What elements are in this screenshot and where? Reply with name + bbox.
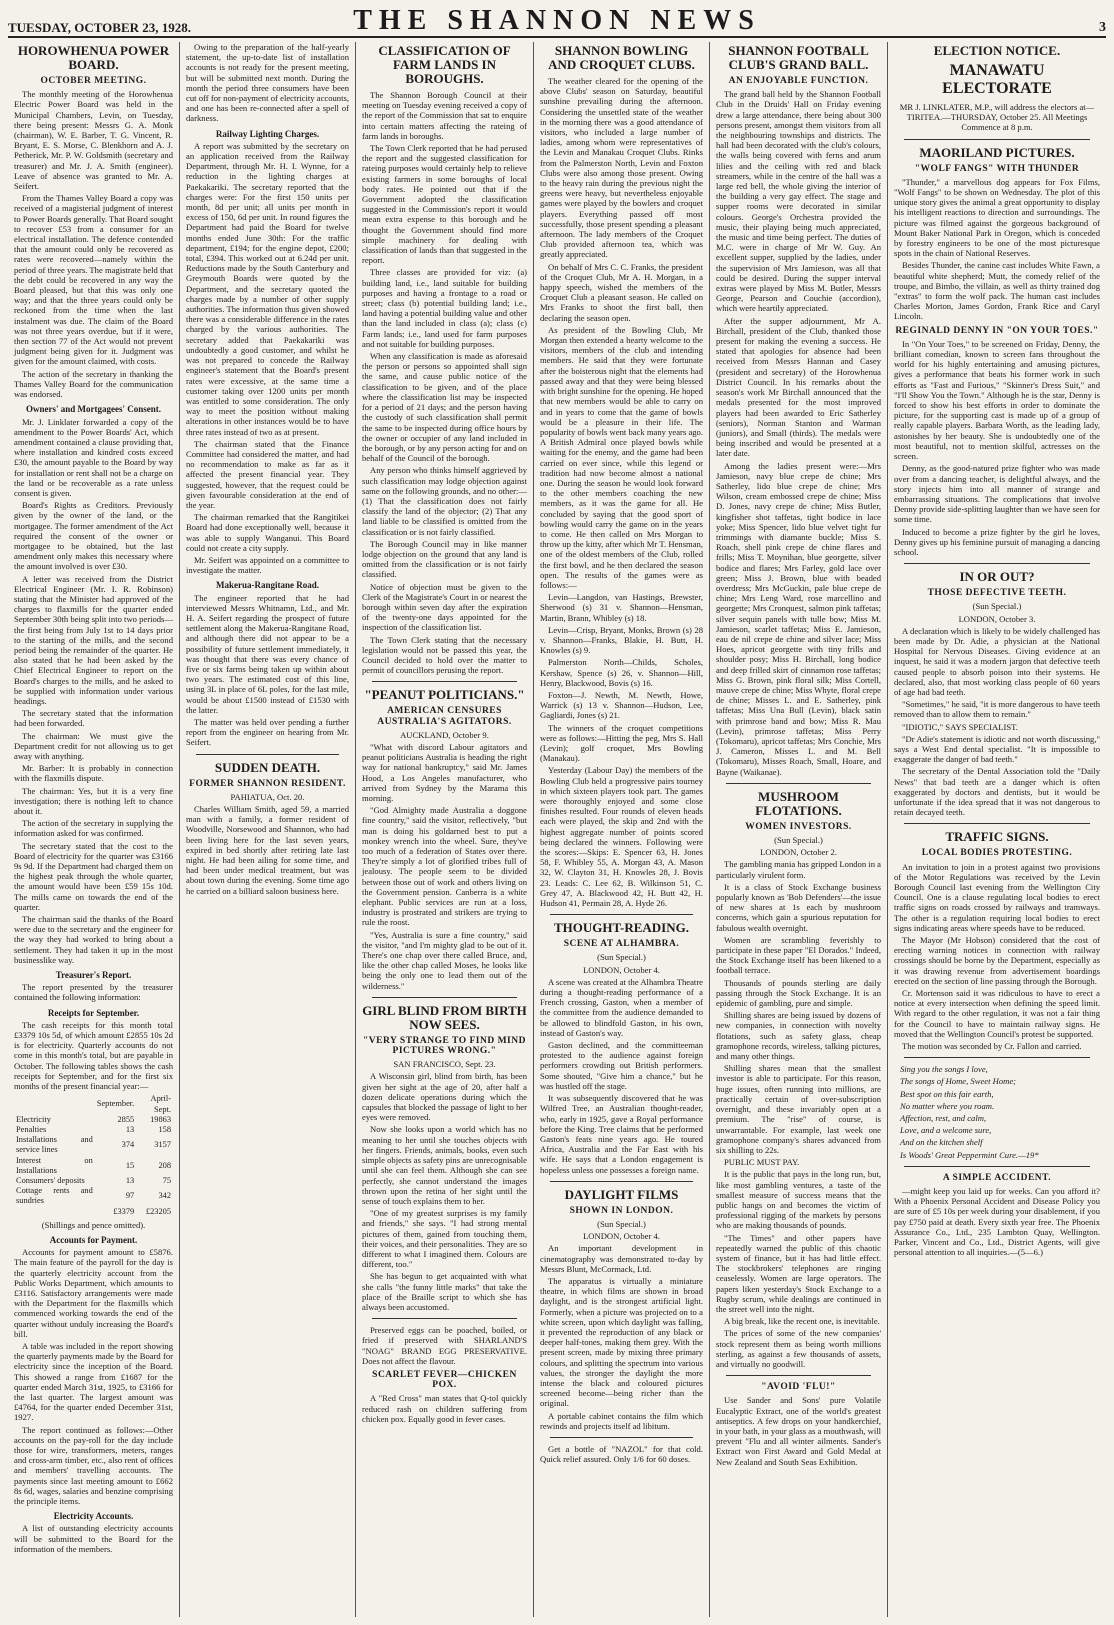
paragraph: "Sometimes," he said, "it is more dangerous to have teeth removed than to allow them to remain." xyxy=(894,699,1100,720)
section-heading: Railway Lighting Charges. xyxy=(215,128,320,139)
table-row xyxy=(14,1207,173,1217)
paragraph: A scene was created at the Alhambra Theatre during a thought-reading performance of a French crossing, Gaston, when a member of the committee from the audience demanded to be allowed to blindfold Gaston, in his own, instead of Gaston's way. xyxy=(540,976,703,1038)
paragraph-group xyxy=(14,1020,173,1091)
article-subheading: REGINALD DENNY IN "ON YOUR TOES." xyxy=(895,325,1099,336)
table-cell: Interest on Installations xyxy=(16,1155,93,1175)
paragraph: The chairman: Yes, but it is a very fine investigation; there is nothing left to chance about it. xyxy=(14,785,173,817)
paragraph: —might keep you laid up for weeks. Can you afford it? With a Phoenix Personal Accident and Disease Policy you are sure of £5 10s per week during your disablement, if you pay £750 paid at death. Every sixth year free. The Phoenix Assurance Co., Ltd., 235 Lambton Quay, Wellington. Parker, Vincent and Co., Ltd., District Agents, will give personal attention to all inquiries.—(5—6.) xyxy=(894,1186,1100,1258)
article-headline: SUDDEN DEATH. xyxy=(214,759,321,775)
paragraph: The Town Clerk stating that the necessary legislation would not be passed this year, the Council decided to hold over the matter to permit of councillors perusing the report. xyxy=(362,634,527,676)
divider xyxy=(550,1437,693,1438)
paragraph-group xyxy=(540,1243,703,1431)
paragraph-group xyxy=(894,1064,1100,1160)
election-notice: MR J. LINKLATER, M.P., will address the electors at— TIRITEA.—THURSDAY, October 25. All Meetings Commence at 8 p.m. xyxy=(899,102,1095,133)
paragraph: As president of the Bowling Club, Mr Morgan then extended a hearty welcome to the visitors, members of the club and intending members. He said that they were fortunate after the boisterous night that the elements had passed away and that they were being blessed with bright sunshine for the opening. He hoped that new members would be able to carry on and in years to come that the game of bowls would be a pleasure in their life. The popularity of bowls went back many years ago. A British Admiral once played bowls while waiting for the enemy, and the game had been carried on ever since, while this legend or tradition had now become almost a national one. During the season he would look forward to the other members coaching the new members, as it was the game for all. He concluded by saying that the good sport of bowling would carry the game on in the years to come. He then called on Mrs Morgan to throw up the kitty, after which Mr T. Hensman, one of the oldest members of the Club, rolled the first bowl, and he then declared the season open. The results of the games were as follows:— xyxy=(540,324,703,590)
divider xyxy=(550,1181,693,1182)
advertisement: Get a bottle of "NAZOL" for that cold. Quick relief assured. Only 1/6 for 60 doses. xyxy=(540,1443,703,1465)
divider xyxy=(904,823,1090,824)
table-row xyxy=(14,1186,173,1206)
column-5 xyxy=(710,42,888,1617)
article-headline: MAORILAND PICTURES. xyxy=(919,144,1075,160)
paragraph: Mr. Barber: It is probably in connection with the flaxmills dispute. xyxy=(14,763,173,784)
paragraph: It is the public that pays in the long run, but, like most gambling ventures, a taste of the smallest measure of success means that the public hangs on and becomes the victim of professional rigging of the markets by persons who are making thousands of pounds. xyxy=(716,1169,881,1231)
columns xyxy=(8,42,1106,1617)
paragraph: PUBLIC MUST PAY. xyxy=(724,1157,800,1168)
paragraph: Induced to become a prize fighter by the girl he loves, Denny gives up his feminine pursuit of managing a dancing school. xyxy=(894,526,1100,557)
newspaper-title: THE SHANNON NEWS xyxy=(353,5,761,36)
column-2 xyxy=(180,42,356,1617)
section-heading: Treasurer's Report. xyxy=(55,970,132,981)
dateline: AUCKLAND, October 9. xyxy=(400,729,489,740)
paragraph: Besides Thunder, the canine cast includes White Fawn, a beautiful white shepherd; Mutt, the comedy relief of the troupe, and Bimbo, the villain, as well as thirty trained dog "extras" to form the wolf pack. The human cast includes Charles Morton, James Gordon, Frank Rice and Caryl Lincoln. xyxy=(894,260,1100,322)
paragraph: Shilling shares are being issued by dozens of new companies, in connection with novelty flotations, such as safety glass, cheap gramophone records, wireless, talking pictures, and many other things. xyxy=(716,1010,881,1062)
paragraph: Thousands of pounds sterling are daily passing through the Stock Exchange. It is an epidemic of gambling, pure and simple. xyxy=(716,977,881,1009)
paragraph-group xyxy=(540,76,703,908)
paragraph: "Yes, Australia is sure a fine country," said the visitor, "and I'm mighty glad to be out of it. There's one chap over there called Bruce, and, like the other chap called Moses, he looks like being the only one to lead them out of the wilderness." xyxy=(362,929,527,991)
table-row xyxy=(14,1176,173,1186)
masthead xyxy=(8,6,1106,38)
divider xyxy=(726,1375,871,1376)
table-cell: 15 xyxy=(125,1160,135,1170)
paragraph-group xyxy=(894,1186,1100,1257)
article-headline: MUSHROOM FLOTATIONS. xyxy=(755,788,842,818)
table-cell: 13 xyxy=(125,1124,135,1134)
paragraph: Charles William Smith, aged 59, a married man with a family, a former resident of Woodville, Norsewood and Shannon, who had been living here for the last seven years, expired in bed shortly after retiring late last night. He had been ailing for some time, and had been under medical treatment, but was about town during the evening. Some time ago he carried on a billiard saloon business here. xyxy=(186,804,349,896)
advertisement-heading: SCARLET FEVER—CHICKEN POX. xyxy=(372,1369,517,1391)
paragraph-group xyxy=(14,1247,173,1506)
paragraph: Mr. J. Linklater forwarded a copy of the amendment to the Power Boards' Act, which amendment contained a clause providing that, where installation and kindred costs exceed £30, the amount payable to the Board by way for installation or rent shall not be a charge on the land or be recoverable as a rate unless consent is given. xyxy=(14,416,173,498)
table-row xyxy=(14,1125,173,1135)
paragraph-group xyxy=(894,626,1100,818)
table-cell: September. xyxy=(96,1099,135,1109)
table-row xyxy=(14,1094,173,1114)
article-headline: "PEANUT POLITICIANS." xyxy=(364,687,525,703)
table-cell: 97 xyxy=(125,1191,135,1201)
page-number: 3 xyxy=(1099,20,1106,35)
table-cell: April-Sept. xyxy=(150,1094,171,1114)
paragraph: The secretary of the Dental Association told the "Daily News" that bad teeth are a danger which is often exaggerated by doctors and dentists, but it would be unfortunate if the idea spread that it was not dangerous to retain decayed teeth. xyxy=(894,766,1100,818)
table-cell: 208 xyxy=(158,1160,171,1170)
divider xyxy=(726,783,871,784)
paragraph: The grand ball held by the Shannon Football Club in the Druids' Hall on Friday evening drew a large attendance, there being about 300 persons present, amongst them visitors from all the neighbouring townships and districts. The hall had been decorated with the club's colours, the walls being covered with ferns and arum lilies and the ceiling with red and black streamers, while in the centre of the hall was a large red bell, the whole giving the interior of the building a very gay effect. The stage and supper rooms were decorated in similar colours. George's Orchestra provided the music, their playing being much appreciated, the music and time being perfect. The duties of M.C. were in charge of Mr W. Guy. An excellent supper, supplied by the ladies, under the supervision of Mrs Jamieson, was all that could be desired. During the supper interval extras were played by Miss M. Butler, Messrs George, Pearson and Couchie (accordion), which were heartily appreciated. xyxy=(716,89,881,314)
article-headline: HOROWHENUA POWER BOARD. xyxy=(17,43,170,72)
table-cell xyxy=(14,1207,95,1217)
section-heading: Accounts for Payment. xyxy=(49,1234,138,1245)
article-subheading: SHOWN IN LONDON. xyxy=(569,1205,674,1216)
table-cell xyxy=(14,1094,95,1114)
paragraph: An invitation to join in a protest against two provisions of the Motor Regulations was received by the Levin Borough Council last evening from the Wellington City Council. One is a clause regulating local bodies to erect traffic signs on roads crossed by railways and tramways. The other is a regulation requiring local bodies to erect signs indicating areas where speeds have to be reduced. xyxy=(894,861,1100,933)
paragraph: A report was submitted by the secretary on an application received from the Railway Department, through Mr. H. I. Wynne, for a reduction in the lighting charges at Paekakariki. The secretary reported that the charges were: For the first 150 units per month, 8d per unit; all units per month in excess of 150, 6d per unit. In round figures the Department had paid the Board for twelve months ended June 30th: For the traffic department, £194; for the engine depot, £200; total, £394. This worked out at 6.24d per unit. Reductions made by the South Canterbury and Greymouth Boards were quoted by the Department, and the secretary quoted the charges made by a number of other supply authorities. The information thus given showed there was a considerable difference in the rates charged by the various authorities. The secretary added that Paekakariki was undoubtedly a good customer, and whilst he was not prepared to concede the Railway engineer's statement that the Board's present rates were excessive, at the same time a customer taking over 1200 units per month was entitled to some consideration. The only way to meet the position without making alterations in other instances would be to have three rates instead of two as at present. xyxy=(186,140,349,437)
receipts-table xyxy=(14,1094,173,1216)
divider xyxy=(372,681,517,682)
dateline: LONDON, October 2. xyxy=(760,847,837,858)
paragraph: It was subsequently discovered that he was Wilfred Tree, an Australian thought-reader, who, early in 1925, gave a Royal performance before the King. Tree claims that he performed Gaston's feats nine years ago. He toured Africa, Australia and the Far East with his wife. He says that a London engagement is hopeless unless one possesses a foreign name. xyxy=(540,1093,703,1175)
divider xyxy=(904,1057,1090,1058)
poem-line: The songs of Home, Sweet Home; xyxy=(900,1076,1016,1087)
paragraph: The Borough Council may in like manner lodge objection on the ground that any land is omitted from the classification or is not fairly classified. xyxy=(362,538,527,580)
article-subheading: FORMER SHANNON RESIDENT. xyxy=(189,778,346,789)
table-note: (Shillings and pence omitted). xyxy=(41,1219,146,1230)
table-row xyxy=(14,1156,173,1176)
divider xyxy=(196,754,339,755)
paragraph: Palmerston North—Childs, Scholes, Kershaw, Spence (s) 26, v. Shannon—Hill, Henry, Blackwood, Bovis (s) 16. xyxy=(540,657,703,688)
paragraph: Among the ladies present were:—Mrs Jamieson, navy blue crepe de chine; Mrs Satherley, lido blue crepe de chine; Mrs Wilson, cream embossed crepe de chine; Miss D. Jones, navy crepe de chine; Miss Butler, kingfisher shot taffetas, tight bodice in lace yoke; Miss Spencer, lido blue velvet tight fur trimmings with diamante buckle; Miss S. Roach, shell pink crepe de chine flares and frills; Miss T. Moynihan, blue georgette, silver bodice and flares; Mrs Farley, gold lace over green; Miss J. Brown, blue with beaded overdress; Mrs McGuckin, pale blue crepe de chine; Mrs Leng Ward, rose marcellino and georgette; Mrs Cronquest, salmon pink taffetas; silver sequin panels with tulle bow; Miss M. Jamieson, scarlet taffetas; Miss E. Jamieson, eau de nil crepe de chine and silver lace; Miss Hoes, apricot georgette with tiny frills and shoulder posy; Miss H. Birchall, long bodice and deep frilled skirt of cinnamon rose taffetas; Miss G. Brown, pink floral silk; Miss Cortell, mauve crepe de chine; Miss Whyte, floral crepe de chine; Misses L. and E. Satherley, pink taffetas; Miss Una Bull (Levin), black satin with primrose band and bow; Miss R. Mau (Levin), primrose taffetas; Miss Perry (Tokomaru), apricot taffetas; Mrs Conchie, Mrs J. Cameron, Misses L. and M. Bell (Tokomaru), Misses Roach, Small, Hoare, and Bayne (Waikanae). xyxy=(716,460,881,777)
paragraph: Any person who thinks himself aggrieved by such classification may lodge objection against same on the following grounds, and no other:—(1) That the classification does not fairly classify the land of the objector; (2) That any land liable to be classified is omitted from the classification or is not fairly classified. xyxy=(362,465,527,537)
paragraph: A declaration which is likely to be widely challenged has been made by Dr. Adie, a physician at the National Hospital for Nervous Diseases. Giving evidence at an inquest, he said it was a modern jargon that defective teeth caused people to absorb poison into their systems. He declared, also, that most working class people of 60 years of age had bad teeth. xyxy=(894,625,1100,697)
table-cell: 2855 xyxy=(117,1114,135,1124)
paragraph: After the supper adjournment, Mr A. Birchall, president of the Club, thanked those present for making the evening a success. He stated that apologies for absence had been received from Messrs Hannan and Casey (president and secretary) of the Horowhenua District Council. In his remarks about the season's work Mr Birchall announced that the medals presented for the most improved players had been awarded to Eric Satherley (seniors), Norman Stanton and Warman (juniors), and Small (thirds). The medals were being inscribed and would be presented at a later date. xyxy=(716,315,881,459)
paragraph: From the Thames Valley Board a copy was received of a magisterial judgment of interest to Power Boards generally. That Board sought to recover £53 from a consumer for an electrical installation. The defence contended that the amount could only be recovered as rates were recovered—namely within the period of three years. The magistrate held that the debt could be recovered in any way the Board pleased, but that this was only one way; and that the three years could only be reckoned from the time when the last instalment was due. The claim of the Board was not three years overdue, but if it were, then section 77 of the Act would not prevent judgment being given for it. Judgment was given for the amount claimed, with costs. xyxy=(14,193,173,367)
paragraph: She has begun to get acquainted with what she calls "the funny little marks" that take the place of the Braille script to which she has always been accustomed. xyxy=(362,1271,527,1312)
paragraph: The weather cleared for the opening of the above Clubs' season on Saturday, beautiful sunshine prevailing during the afternoon. Considering the unsettled state of the weather in the morning there was a good attendance of visitors, who included a large number of ladies, among whom were representatives of the Levin and Manakau Croquet Clubs. Rinks from the Palmerston North, Levin and Foxton Clubs were also among those present. Owing to the heavy rain during the previous night the greens were heavy, but nevertheless enjoyable games were played by the bowlers and croquet players. Everything passed off most successfully, those present spending a pleasant afternoon. The lady members of the Croquet Club provided afternoon tea, which was greatly appreciated. xyxy=(540,76,703,260)
poem-line: Best spot on this fair earth, xyxy=(900,1088,994,1099)
article-headline: SHANNON FOOTBALL CLUB'S GRAND BALL. xyxy=(728,43,869,72)
article-headline: DAYLIGHT FILMS xyxy=(564,1186,679,1202)
advertisement: Preserved eggs can be poached, boiled, or fried if preserved with SHARLAND'S "NOAG" BRAND EGG PRESERVATIVE. Does not affect the flavour. xyxy=(362,1325,527,1366)
byline: (Sun Special.) xyxy=(774,835,823,846)
paragraph: Levin—Langdon, van Hastings, Brewster, Sherwood (s) 31 v. Shannon—Hensman, Martin, Brann, Whibley (s) 18. xyxy=(540,592,703,623)
paragraph: "IDIOTIC," SAYS SPECIALIST. xyxy=(902,721,1018,732)
paragraph: A table was included in the report showing the quarterly payments made by the Board for electricity since the inception of the Board. This showed a range from £1687 for the quarter ended March 31st, 1925, to £3166 for the last quarter. The largest amount was £4764, for the quarter ended December 31st, 1927. xyxy=(14,1340,173,1423)
column-3 xyxy=(356,42,534,1617)
advertisement: A "Red Cross" man states that Q-tol quickly reduced rash on children suffering from chicken pox. Equally good in fever cases. xyxy=(362,1393,527,1424)
paragraph: The chairman: We must give the Department credit for not allowing us to get away with anything. xyxy=(14,730,173,761)
table-cell: Penalties xyxy=(16,1124,47,1134)
paragraph: Foxton—J. Newth, M. Newth, Howe, Warrick (s) 13 v. Shannon—Hudson, Lee, Gagliardi, Jones (s) 21. xyxy=(540,689,703,721)
paragraph: The Town Clerk reported that he had perused the report and the suggested classification for rateing purposes would certainly help to relieve existing farmers in some boroughs of local body rates. He pointed out that if the Government adopted the classification suggested in the Commission's report it would mean extra expense to this borough and he thought the Government should find more simple machinery for dealing with classification of lands than that suggested in the report. xyxy=(362,143,527,266)
paragraph: The gambling mania has gripped London in a particularly virulent form. xyxy=(716,859,881,880)
paragraph: Board's Rights as Creditors. Previously given by the owner of the land, or the mortgagee. The former amendment of the Act required the consent of the owner or mortgagee to be obtained, but the last amendment only makes this necessary where the amount involved is over £30. xyxy=(14,500,173,572)
column-4 xyxy=(534,42,710,1617)
paragraph-group xyxy=(894,177,1100,322)
paragraph: A portable cabinet contains the film which rewinds and projects itself ad libitum. xyxy=(540,1410,703,1431)
article-headline: GIRL BLIND FROM BIRTH NOW SEES. xyxy=(362,1002,527,1032)
table-row xyxy=(14,1115,173,1125)
paragraph: The chairman stated that the Finance Committee had considered the matter, and had no recommendation to make as far as it affected the present financial year. They suggested, however, that the request could be given favourable consideration at the end of the year. xyxy=(186,438,349,510)
paragraph: Notice of objection must be given to the Clerk of the Magistrate's Court in or nearest the borough within seven day after the expiration of the twenty-one days appointed for the inspection of the classification list. xyxy=(362,581,527,633)
paragraph: The winners of the croquet competitions were as follows:—Hitting the peg, Mrs S. Hall (Levin); golf croquet, Mrs Bowling (Manakau). xyxy=(540,722,703,764)
column-6 xyxy=(888,42,1106,1617)
paragraph: "The Times" and other papers have repeatedly warned the public of this chaotic system of finance, but it has had little effect. The stockbrokers' telephones are ringing ceaselessly. Women are large operators. The papers liken yesterday's Stock Exchange to a Rugby scrum, while dealings are continued in the street well into the night. xyxy=(716,1232,881,1314)
paragraph: When any classification is made as aforesaid the person or persons so appointed shall sign the same, and cause public notice of the classification to be given, and of the place where the classification list may be inspected for a period of 21 days; and the person having the custody of such classification shall permit the same to be inspected during office hours by the owner or occupier of any land included in the borough, or by any person acting for and on behalf of the Council of the borough. xyxy=(362,351,527,464)
table-cell: Installations and service lines xyxy=(16,1135,93,1155)
paragraph: The chairman said the thanks of the Board were due to the secretary and the engineer for the way they had worked to bring about a settlement. They had taken it up in the most businesslike way. xyxy=(14,914,173,965)
paragraph-group xyxy=(14,89,173,399)
paragraph: An important development in cinematography was demonstrated to-day by Messrs Blunt, McCormack, Ltd. xyxy=(540,1243,703,1274)
paragraph-group xyxy=(14,417,173,966)
article-subheading: "VERY STRANGE TO FIND MIND PICTURES WRONG." xyxy=(363,1035,526,1057)
article-subheading: LOCAL BODIES PROTESTING. xyxy=(921,848,1073,859)
paragraph-group xyxy=(894,339,1100,557)
paragraph: The prices of some of the new companies' stock represent them as being worth millions sterling, as against a few thousands of assets, and virtually no goodwill. xyxy=(716,1328,881,1369)
paragraph: A Wisconsin girl, blind from birth, has been given her sight at the age of 20, after half a dozen delicate operations during which the capsules that blocked the passage of light to her eyes were removed. xyxy=(362,1071,527,1123)
paragraph: "Dr Adie's statement is idiotic and not worth discussing," says a West End dental specialist. "It is impossible to exaggerate the danger of bad teeth." xyxy=(894,733,1100,765)
divider xyxy=(904,139,1090,140)
paragraph: The Shannon Borough Council at their meeting on Tuesday evening received a copy of the report of the Commission that sat to enquire into certain matters affecting the rateing of farm lands in boroughs. xyxy=(362,90,527,141)
paragraph-group xyxy=(362,90,527,675)
paragraph: "God Almighty made Australia a doggone fine country," said the visitor, reflectively, "but man is doing his goldarned best to put a monkey wrench into the wheel. Sure, they've too much of a federation of States over there. They're simply a lot of glorified tribes full of jealousy. The people seem to be divided between those out of work and others living on the Government pension. Canberra is a white elephant. Public services are run at a loss, industry is prostrated and strikers are trying to rule the roost. xyxy=(362,805,527,928)
article-headline: ELECTION NOTICE. xyxy=(933,43,1061,58)
paragraph: Women are scrambling feverishly to participate in these paper "El Dorados." Indeed, the Stock Exchange itself has been likened to a football terrace. xyxy=(716,934,881,976)
poem-line: Sing you the songs I love, xyxy=(900,1064,988,1075)
paragraph-group xyxy=(14,1523,173,1554)
paragraph: Shilling shares mean that the smallest investor is able to participate. For this reason, huge issues, often running into millions, are practically certain of over-subscription overnight, and these invariably open at a premium. The "rise" of course, is unwarrantable. For example, last week one gramophone company's shares advanced from six shilling to 22s. xyxy=(716,1063,881,1155)
table-cell: 342 xyxy=(158,1191,171,1201)
paragraph-group xyxy=(186,42,349,124)
paragraph: The action of the secretary in thanking the Thames Valley Board for the communication was endorsed. xyxy=(14,368,173,400)
paragraph: The report presented by the treasurer contained the following information: xyxy=(14,982,173,1003)
dateline: LONDON, October 4. xyxy=(583,1231,660,1242)
paragraph-group xyxy=(14,982,173,1002)
paragraph-group xyxy=(186,141,349,576)
table-cell: 3157 xyxy=(154,1140,171,1150)
divider xyxy=(550,914,693,915)
paragraph-group xyxy=(186,804,349,896)
advertisement: Use Sander and Sons' pure Volatile Eucalyptic Extract, one of the world's greatest antiseptics. A few drops on your handkerchief, in your bath, in your glass as a mouthwash, will prevent "Flu and all winter ailments. Sander's Extract won First Award and Gold Medal at New Zealand and South Seas Exhibition. xyxy=(716,1395,881,1467)
article-subheading: AN ENJOYABLE FUNCTION. xyxy=(728,76,869,86)
section-heading: Electricity Accounts. xyxy=(53,1511,134,1522)
table-cell: Cottage rents and sundries xyxy=(16,1186,93,1206)
article-subheading: THOSE DEFECTIVE TEETH. xyxy=(927,588,1067,599)
paragraph: A big break, like the recent one, is inevitable. xyxy=(724,1316,880,1327)
advertisement-heading: A SIMPLE ACCIDENT. xyxy=(942,1172,1052,1183)
paragraph: Accounts for payment amount to £5876. The main feature of the payroll for the day is the quarterly electricity account from the Public Works Department, which amounts to £3116. Satisfactory arrangements were made with the Department for the flaxmills which commenced working towards the end of the quarter without unduly increasing the Board's bill. xyxy=(14,1247,173,1339)
section-heading: Owners' and Mortgagees' Consent. xyxy=(26,404,161,415)
paragraph: Mr. Seifert was appointed on a committee to investigate the matter. xyxy=(186,554,349,576)
section-heading: Makerua-Rangitane Road. xyxy=(216,580,319,591)
poem-line: And on the kitchen shelf xyxy=(900,1137,983,1148)
paragraph: Owing to the preparation of the half-yearly statement, the up-to-date list of installation accounts is not ready for the present meeting, but will be submitted next month. During the month the period three consumers have been cut off for non-payment of electricity accounts, and one has been re-connected after a spell of darkness. xyxy=(186,42,349,124)
divider xyxy=(904,1166,1090,1167)
issue-date: TUESDAY, OCTOBER 23, 1928. xyxy=(8,20,192,35)
article-subheading: OCTOBER MEETING. xyxy=(40,76,147,86)
paragraph: Yesterday (Labour Day) the members of the Bowling Club held a progressive pairs tourney in which sixteen players took part. The games were thoroughly enjoyed and some close finishes resulted. Four rounds of eleven heads each were played, the skip and 2nd with the highest aggregate number of points scored being declared the winners. Following were the scores:—Skips: E. Spencer 63, H. Jones 58, F. Whibley 55, A. Morgan 43, A. Mason 32, W. Clayton 31, H. Knowles 28, J. Bovis 23. Leads: C. Lee 62, B. Wilkinson 51, C. Grey 47, A. Blackwood 42, H. Butt 42, H. Hudson 41, Permain 28, A. Hyde 26. xyxy=(540,765,703,909)
paragraph: The chairman remarked that the Rangitikei Board had done exceptionally well, because it was able to supply Wanganui. This Board could not create a city supply. xyxy=(186,512,349,553)
paragraph: The secretary stated that the information had been forwarded. xyxy=(14,708,173,729)
paragraph: On behalf of Mrs C. C. Franks, the president of the Croquet Club, Mr A. H. Morgan, in a happy speech, wished the members of the Croquet Club a pleasant season. He called on Mrs Franks to shoot the first ball, then declaring the season open. xyxy=(540,261,703,323)
article-headline: CLASSIFICATION OF FARM LANDS IN BOROUGHS. xyxy=(378,43,511,86)
paragraph: The report continued as follows:—Other accounts on the pay-roll for the day include those for wire, transformers, meters, ranges and cross-arm timber, etc., also rent of offices and members' travelling accounts. The payments since last meeting amount to £662 8s 6d, wages, salaries and benzine comprising the principle items. xyxy=(14,1424,173,1507)
paragraph: Gaston declined, and the committeeman protested to the audience against foreign performers crowding out British performers. Some shouted, "Give him a chance," but he was hustled off the stage. xyxy=(540,1040,703,1091)
table-cell: 158 xyxy=(158,1124,171,1134)
poem-line: Love, and a welcome sure, xyxy=(900,1125,992,1136)
section-heading: Receipts for September. xyxy=(47,1007,140,1018)
paragraph-group xyxy=(894,862,1100,1052)
divider xyxy=(372,997,517,998)
paragraph: The cash receipts for this month total £3379 10s 5d, of which amount £2855 10s 2d is for electricity. Quarterly accounts do not come in this month's total, but are payable in October. The following tables shows the cash receipts for September, and for the first six months of the present financial year:— xyxy=(14,1019,173,1092)
paragraph: The secretary stated that the cost to the Board of electricity for the quarter was £3166 9s 9d. If the Department had charged them on the highest peak through the whole quarter, the amount would have been £59 15s 10d. The mills came on towards the end of the quarter. xyxy=(14,840,173,912)
table-cell: Consumers' deposits xyxy=(16,1175,85,1185)
poem-line: Is Woods' Great Peppermint Cure.—19* xyxy=(900,1149,1039,1160)
paragraph-group xyxy=(186,593,349,748)
paragraph-group xyxy=(716,859,881,1369)
paragraph-group xyxy=(716,89,881,777)
paragraph: "Thunder," a marvellous dog appears for Fox Films, "Wolf Fangs" to be shown on Wednesday. The plot of this unique story gives the animal a great opportunity to display his intelligent reactions to direction and surroundings. The picture was filmed against the gorgeous background of Mount Baker National Park in Oregon, which is conceded by forestry engineers to be one of the most picturesque spots in the chain of National Reserves. xyxy=(894,176,1100,259)
column-1 xyxy=(8,42,180,1617)
paragraph: Cr. Mortenson said it was ridiculous to have to erect a notice at every intersection when defining the speed limit. With regard to the other regulation, it was not a fair thing for the Council to have to maintain railway signs. He moved that the Wellington Council's protest be supported. xyxy=(894,988,1100,1039)
paragraph: In "On Your Toes," to be screened on Friday, Denny, the brilliant comedian, known to screen fans throughout the world for his highly entertaining and amusing pictures, gives a performance that beats his former work in such efforts as "Fast and Furious," "Skinner's Dress Suit," and "I'll Show You the Town." Although he is the star, Denny is forced to show his best efforts in order to dominate the picture, for the supporting cast is made up of a group of really capable players. Barbara Worth, as the leading lady, astonishes by her beauty. She is undoubtedly one of the most beautiful, not to mention skilful, actresses on the screen. xyxy=(894,338,1100,462)
article-subheading: SCENE AT ALHAMBRA. xyxy=(563,939,680,950)
paragraph: Levin—Crisp, Bryant, Monks, Brown (s) 28 v. Shannon—Franks, Blakie, H. Butt, H. Knowles (s) 9. xyxy=(540,624,703,656)
table-row xyxy=(14,1135,173,1155)
advertisement-heading: "AVOID 'FLU!" xyxy=(761,1382,836,1393)
paragraph: A letter was received from the District Electrical Engineer (Mr. I. R. Robinson) stating that the Minister had approved of the charges to flaxmills for the quarter ended September 30th being split into two periods—the first being from July 1st to 14 days prior to the starting of the mills, and the second period being the remainder of the quarter. He also stated that he had been asked by the Chief Electrical Engineer to report on the Board's charges to the mills, and he asked to be supplied with information under various headings. xyxy=(14,573,173,706)
table-cell: Electricity xyxy=(16,1114,51,1124)
paragraph: "One of my greatest surprises is my family and friends," she says. "I had strong mental pictures of them, gained from touching them, their voices, and their personalities. They are so different to what I imagined them. Colours are different, too." xyxy=(362,1208,527,1270)
table-cell: 75 xyxy=(162,1175,171,1185)
byline: (Sun Special.) xyxy=(597,952,646,963)
table-cell: 13 xyxy=(125,1175,135,1185)
table-cell: 374 xyxy=(121,1140,135,1150)
byline: (Sun Special.) xyxy=(972,601,1022,612)
paragraph: The Mayor (Mr Hobson) considered that the cost of erecting warning notices in connection with railway crossings should be borne by the Department, especially as it was drawing revenue from advertisement boardings erected on the section of line passing through the Borough. xyxy=(894,935,1100,986)
dateline: LONDON, October 4. xyxy=(583,964,660,975)
article-headline: TRAFFIC SIGNS. xyxy=(945,829,1049,845)
byline: (Sun Special.) xyxy=(597,1218,646,1229)
paragraph: The engineer reported that he had interviewed Messrs Whitnamn, Ltd., and Mr. H. A. Seifert regarding the prospect of future settlement along the Makerua-Rangitane Road, and although there did not appear to be a possibility of future settlement immediately, it was thought that there was every chance of five or six farms being taken up within about two years. The estimated cost of this line, using 3L in place of 6L poles, for the last mile, would be about £1500 instead of £1530 with the latter. xyxy=(186,592,349,715)
paragraph: The action of the secretary in supplying the information asked for was confirmed. xyxy=(14,818,173,839)
article-subheading: AMERICAN CENSURES AUSTRALIA'S AGITATORS. xyxy=(377,706,512,727)
divider xyxy=(372,1318,517,1319)
paragraph-group xyxy=(362,742,527,991)
table-cell: £23205 xyxy=(145,1206,171,1216)
paragraph-group xyxy=(362,1071,527,1312)
divider xyxy=(904,563,1090,564)
table-cell: £3379 xyxy=(113,1206,135,1216)
paragraph: Denny, as the good-natured prize fighter who was made over from a dancing teacher, is delightful always, and the story injects him into all manner of strange and embarrassing situations. The complications that involve Denny provide side-splitting laughter than we have seen for some time. xyxy=(894,463,1100,525)
article-headline: SHANNON BOWLING AND CROQUET CLUBS. xyxy=(548,43,695,72)
paragraph: The motion was seconded by Cr. Fallon and carried. xyxy=(902,1041,1082,1052)
poem-line: Affection, rest, and calm, xyxy=(900,1113,987,1124)
article-subheading: WOMEN INVESTORS. xyxy=(745,821,852,832)
paragraph: "What with discord Labour agitators and peanut politicians Australia is heading the right way for national bankruptcy," said Mr. James Hood, a Los Angeles manufacturer, who arrived from Sydney by the Marama this morning. xyxy=(362,741,527,803)
paragraph: The apparatus is virtually a miniature theatre, in which films are shown in broad daylight, and is the strongest artificial light. Formerly, when a picture was projected on to a white screen, upon which daylight was falling, it prevented the reproduction of any black or deeper half-tones, making them grey. With the present screen, made by mixing three primary colours, and splitting the spectrum into various values, the stronger the daylight the more intense the black and coloured pictures screened become—being richer than the original. xyxy=(540,1275,703,1409)
paragraph: The matter was held over pending a further report from the engineer on hearing from Mr. Seifert. xyxy=(186,717,349,748)
dateline: LONDON, October 3. xyxy=(958,613,1036,624)
article-headline: THOUGHT-READING. xyxy=(554,920,689,936)
poem-line: No matter where you roam. xyxy=(900,1100,995,1111)
dateline: SAN FRANCISCO, Sept. 23. xyxy=(393,1059,496,1070)
paragraph: Now she looks upon a world which has no meaning to her until she touches objects with her fingers. Friends, animals, books, even such simple objects as safety pins are unrecognisable until she can feel them. Although she can see perfectly, she cannot understand the images thrown upon the retina of her sight until the sense of touch explains them to her. xyxy=(362,1124,527,1206)
article-headline: IN OR OUT? xyxy=(959,569,1035,585)
dateline: PAHIATUA, Oct. 20. xyxy=(230,791,305,802)
table-cell: 19863 xyxy=(150,1114,171,1124)
paragraph: The monthly meeting of the Horowhenua Electric Power Board was held in the Municipal Chambers, Levin, on Tuesday, there being present: Messrs G. A. Monk (chairman), W. E. Barber, T. G. Vincent, R. Bryant, E. S. Morse, C. Blenkhorn and A. J. Petherick, Mr. P. W. Goldsmith (secretary and treasurer) and Mr. J. A. Smith (engineer). Leave of absence was granted to Mr. A. Seifert. xyxy=(14,89,173,192)
article-subheading: "WOLF FANGS" WITH THUNDER xyxy=(914,163,1080,174)
paragraph: It is a class of Stock Exchange business popularly known as 'Bob Defenders'—the issue of new shares at 1s each by mushroom concerns, which gain a spurious reputation for fabulous wealth overnight. xyxy=(716,881,881,933)
electorate-title: MANAWATU ELECTORATE xyxy=(942,62,1052,97)
paragraph: Three classes are provided for viz: (a) building land, i.e., land suitable for building purposes and having a frontage to a road or street; class (b) potential building land; i.e., land having a potential building value and other than the land included in class (a); class (c) Farm lands; i.e., land used for farm purposes and not suitable for building purposes. xyxy=(362,267,527,349)
paragraph: A list of outstanding electricity accounts will be submitted to the Board for the information of the members. xyxy=(14,1523,173,1554)
paragraph-group xyxy=(540,977,703,1175)
